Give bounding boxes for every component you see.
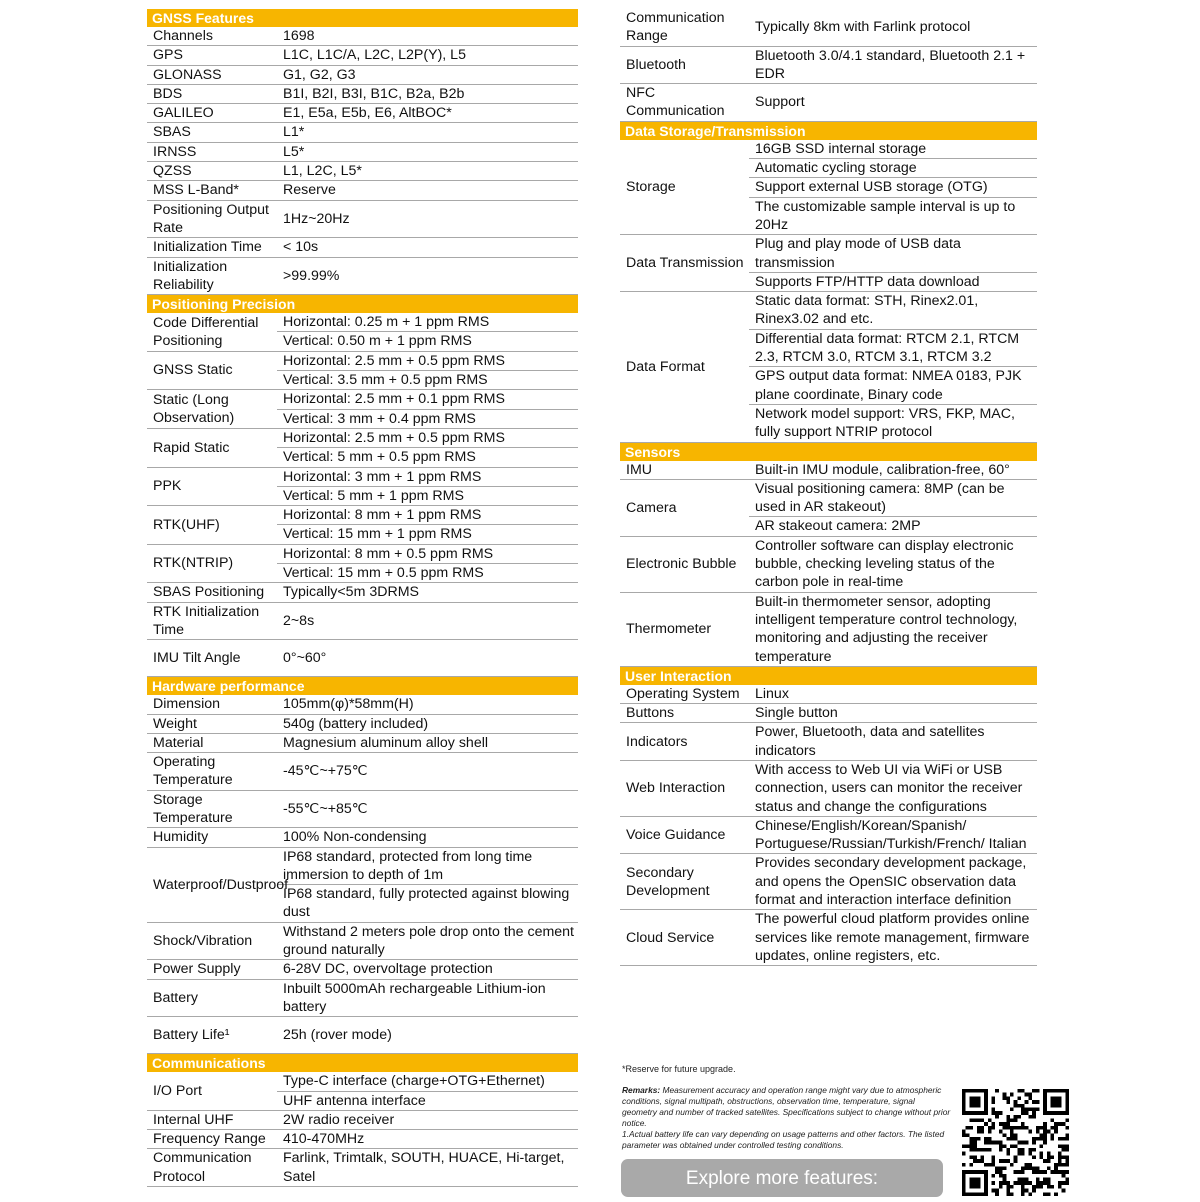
spec-value: Built-in thermometer sensor, adopting intelligent temperature control technology, monitoring and adjusting the receiver temperature [749,592,1037,666]
spec-table [147,695,578,1054]
spec-value: Withstand 2 meters pole drop onto the cement ground naturally [277,922,578,960]
spec-row [620,704,1037,723]
spec-value: L1C, L1C/A, L2C, L2P(Y), L5 [277,46,578,65]
spec-value: Built-in IMU module, calibration-free, 60° [749,461,1037,480]
spec-value: Support [749,84,1037,122]
spec-label: Weight [147,714,277,733]
spec-label: Operating Temperature [147,753,277,791]
spec-label: Communication Protocol [147,1149,277,1187]
spec-row [620,140,1037,159]
spec-label: Web Interaction [620,760,749,816]
spec-label: Data Transmission [620,235,749,292]
spec-value: Horizontal: 0.25 m + 1 ppm RMS [277,313,578,332]
spec-row [620,723,1037,761]
spec-row [147,181,578,200]
spec-label: GALILEO [147,104,277,123]
spec-row [620,46,1037,84]
spec-value: Network model support: VRS, FKP, MAC, fully support NTRIP protocol [749,404,1037,442]
spec-row [147,27,578,46]
spec-value: The powerful cloud platform provides online services like remote management, firmware updates, online registers, etc. [749,910,1037,966]
spec-label: Operating System [620,685,749,704]
spec-row [147,313,578,332]
spec-row [620,910,1037,966]
spec-value: Differential data format: RTCM 2.1, RTCM 2.3, RTCM 3.0, RTCM 3.1, RTCM 3.2 [749,329,1037,367]
spec-value: 410-470MHz [277,1130,578,1149]
spec-value: Typically 8km with Farlink protocol [749,9,1037,46]
spec-value: IP68 standard, fully protected against blowing dust [277,885,578,923]
spec-label: NFC Communication [620,84,749,122]
spec-value: Horizontal: 8 mm + 1 ppm RMS [277,506,578,525]
spec-value: With access to Web UI via WiFi or USB connection, users can monitor the receiver status and change the configurations [749,760,1037,816]
spec-value: B1I, B2I, B3I, B1C, B2a, B2b [277,84,578,103]
spec-value: E1, E5a, E5b, E6, AltBOC* [277,104,578,123]
spec-row [147,640,578,677]
spec-value: Visual positioning camera: 8MP (can be used in AR stakeout) [749,479,1037,517]
spec-row [147,828,578,847]
spec-row [147,695,578,714]
spec-value: Horizontal: 2.5 mm + 0.5 ppm RMS [277,351,578,370]
spec-value: Type-C interface (charge+OTG+Ethernet) [277,1072,578,1091]
spec-value: 2W radio receiver [277,1110,578,1129]
spec-label: Code Differential Positioning [147,313,277,351]
spec-value: 25h (rover mode) [277,1017,578,1054]
spec-value: The customizable sample interval is up to 20Hz [749,197,1037,235]
spec-value: Vertical: 3 mm + 0.4 ppm RMS [277,409,578,428]
section-header-hardware-performance: Hardware performance [147,677,578,695]
spec-label: Voice Guidance [620,816,749,854]
spec-value: -55℃~+85℃ [277,790,578,828]
spec-label: Bluetooth [620,46,749,84]
spec-row [620,84,1037,122]
spec-row [147,790,578,828]
spec-table [147,27,578,295]
explore-more-button[interactable]: Explore more features: [621,1159,943,1197]
spec-table [620,140,1037,443]
spec-row [620,461,1037,480]
section-header-user-interaction: User Interaction [620,667,1037,685]
spec-row [620,854,1037,910]
section-header-gnss-features: GNSS Features [147,9,578,27]
spec-row [620,760,1037,816]
spec-value: Provides secondary development package, and opens the OpenSIC observation data format and interaction interface definition [749,854,1037,910]
spec-row [147,979,578,1017]
spec-value: Inbuilt 5000mAh rechargeable Lithium-ion battery [277,979,578,1017]
remarks-battery-note: 1.Actual battery life can vary depending on usage patterns and other factors. The listed parameter was obtained under controlled testing conditions. [622,1129,945,1150]
spec-row [147,733,578,752]
spec-value: Vertical: 3.5 mm + 0.5 ppm RMS [277,371,578,390]
spec-table [147,313,578,677]
spec-row [147,602,578,640]
spec-value: 0°~60° [277,640,578,677]
spec-label: I/O Port [147,1072,277,1110]
spec-row [147,847,578,885]
spec-label: Humidity [147,828,277,847]
spec-row [620,479,1037,517]
spec-value: Horizontal: 8 mm + 0.5 ppm RMS [277,544,578,563]
spec-value: < 10s [277,238,578,257]
spec-row [147,544,578,563]
spec-row [147,65,578,84]
spec-value: Automatic cycling storage [749,159,1037,178]
spec-label: Cloud Service [620,910,749,966]
spec-label: Shock/Vibration [147,922,277,960]
spec-label: QZSS [147,162,277,181]
spec-row [147,1072,578,1091]
spec-row [147,1149,578,1187]
section-header-data-storage-transmission: Data Storage/Transmission [620,122,1037,140]
spec-label: Thermometer [620,592,749,666]
spec-label: Electronic Bubble [620,536,749,592]
spec-row [147,1130,578,1149]
spec-label: IMU [620,461,749,480]
spec-row [147,104,578,123]
spec-row [147,1110,578,1129]
spec-row [147,390,578,409]
spec-row [620,536,1037,592]
spec-value: GPS output data format: NMEA 0183, PJK plane coordinate, Binary code [749,367,1037,405]
spec-row [147,506,578,525]
right-column [620,9,1037,966]
spec-label: Storage [620,140,749,235]
spec-value: IP68 standard, protected from long time immersion to depth of 1m [277,847,578,885]
spec-value: Plug and play mode of USB data transmission [749,235,1037,273]
spec-label: Initialization Reliability [147,257,277,295]
spec-value: 2~8s [277,602,578,640]
spec-label: Material [147,733,277,752]
spec-row [147,238,578,257]
remarks-label: Remarks: [622,1085,661,1095]
spec-table [620,685,1037,966]
spec-row [147,467,578,486]
spec-row [147,84,578,103]
spec-value: >99.99% [277,257,578,295]
spec-label: Communication Range [620,9,749,46]
spec-row [620,292,1037,330]
spec-value: Horizontal: 3 mm + 1 ppm RMS [277,467,578,486]
spec-value: Supports FTP/HTTP data download [749,272,1037,291]
spec-label: SBAS [147,123,277,142]
spec-label: Frequency Range [147,1130,277,1149]
spec-label: Battery [147,979,277,1017]
spec-value: Vertical: 5 mm + 1 ppm RMS [277,486,578,505]
spec-value: Linux [749,685,1037,704]
spec-row [620,685,1037,704]
footnote: *Reserve for future upgrade. [622,1064,736,1074]
spec-label: MSS L-Band* [147,181,277,200]
spec-row [147,200,578,238]
spec-value: 1698 [277,27,578,46]
spec-label: Camera [620,479,749,536]
spec-label: Dimension [147,695,277,714]
spec-label: BDS [147,84,277,103]
spec-row [147,960,578,979]
spec-row [620,592,1037,666]
left-column [147,9,578,1187]
spec-label: IMU Tilt Angle [147,640,277,677]
spec-value: Static data format: STH, Rinex2.01, Rinex3.02 and etc. [749,292,1037,330]
spec-value: Support external USB storage (OTG) [749,178,1037,197]
spec-label: RTK(NTRIP) [147,544,277,583]
spec-value: 1Hz~20Hz [277,200,578,238]
spec-label: Internal UHF [147,1110,277,1129]
spec-label: Secondary Development [620,854,749,910]
spec-row [147,46,578,65]
section-header-communications: Communications [147,1054,578,1072]
spec-label: SBAS Positioning [147,583,277,602]
spec-row [620,816,1037,854]
spec-table [147,1072,578,1187]
section-header-positioning-precision: Positioning Precision [147,295,578,313]
spec-row [147,583,578,602]
spec-value: Typically<5m 3DRMS [277,583,578,602]
spec-value: 540g (battery included) [277,714,578,733]
spec-value: 6-28V DC, overvoltage protection [277,960,578,979]
spec-label: Initialization Time [147,238,277,257]
spec-value: 100% Non-condensing [277,828,578,847]
spec-row [147,714,578,733]
spec-value: Farlink, Trimtalk, SOUTH, HUACE, Hi-target, Satel [277,1149,578,1187]
spec-label: Power Supply [147,960,277,979]
spec-value: Horizontal: 2.5 mm + 0.5 ppm RMS [277,428,578,447]
spec-value: AR stakeout camera: 2MP [749,517,1037,536]
spec-label: GNSS Static [147,351,277,390]
spec-value: Power, Bluetooth, data and satellites indicators [749,723,1037,761]
spec-label: Waterproof/Dustproof [147,847,277,922]
spec-label: RTK(UHF) [147,506,277,545]
spec-label: GLONASS [147,65,277,84]
spec-value: 105mm(φ)*58mm(H) [277,695,578,714]
spec-value: UHF antenna interface [277,1091,578,1110]
spec-label: Indicators [620,723,749,761]
spec-value: Horizontal: 2.5 mm + 0.1 ppm RMS [277,390,578,409]
spec-value: Single button [749,704,1037,723]
spec-label: RTK Initialization Time [147,602,277,640]
remarks [622,1085,952,1151]
spec-value: Chinese/English/Korean/Spanish/ Portuguese/Russian/Turkish/French/ Italian [749,816,1037,854]
spec-value: L1* [277,123,578,142]
spec-row [147,428,578,447]
spec-value: Bluetooth 3.0/4.1 standard, Bluetooth 2.1 + EDR [749,46,1037,84]
spec-row [147,351,578,370]
spec-label: PPK [147,467,277,506]
qr-code-icon[interactable] [962,1089,1069,1196]
spec-value: -45℃~+75℃ [277,753,578,791]
spec-label: Buttons [620,704,749,723]
spec-label: Rapid Static [147,428,277,467]
spec-label: Static (Long Observation) [147,390,277,429]
spec-value: Reserve [277,181,578,200]
remarks-text: Measurement accuracy and operation range might vary due to atmospheric conditions, signal multipath, obstructions, observation time, temperature, signal geometry and number of tracked satellites. Specifications subject to change without prior notice. [622,1085,951,1128]
spec-table [620,461,1037,667]
spec-row [147,123,578,142]
spec-label: Battery Life¹ [147,1017,277,1054]
spec-value: Vertical: 15 mm + 0.5 ppm RMS [277,564,578,583]
spec-row [147,162,578,181]
spec-label: Storage Temperature [147,790,277,828]
spec-value: L1, L2C, L5* [277,162,578,181]
spec-table [620,9,1037,122]
spec-value: Vertical: 15 mm + 1 ppm RMS [277,525,578,544]
spec-label: IRNSS [147,142,277,161]
spec-value: Controller software can display electronic bubble, checking leveling status of the carbon pole in real-time [749,536,1037,592]
spec-row [620,235,1037,273]
spec-label: Channels [147,27,277,46]
spec-row [620,9,1037,46]
spec-value: Vertical: 5 mm + 0.5 ppm RMS [277,448,578,467]
spec-value: Vertical: 0.50 m + 1 ppm RMS [277,332,578,351]
spec-row [147,922,578,960]
spec-label: Data Format [620,292,749,442]
spec-label: GPS [147,46,277,65]
spec-value: G1, G2, G3 [277,65,578,84]
spec-value: 16GB SSD internal storage [749,140,1037,159]
spec-value: Magnesium aluminum alloy shell [277,733,578,752]
spec-row [147,257,578,295]
spec-row [147,753,578,791]
spec-value: L5* [277,142,578,161]
section-header-sensors: Sensors [620,443,1037,461]
spec-label: Positioning Output Rate [147,200,277,238]
spec-row [147,1017,578,1054]
spec-row [147,142,578,161]
